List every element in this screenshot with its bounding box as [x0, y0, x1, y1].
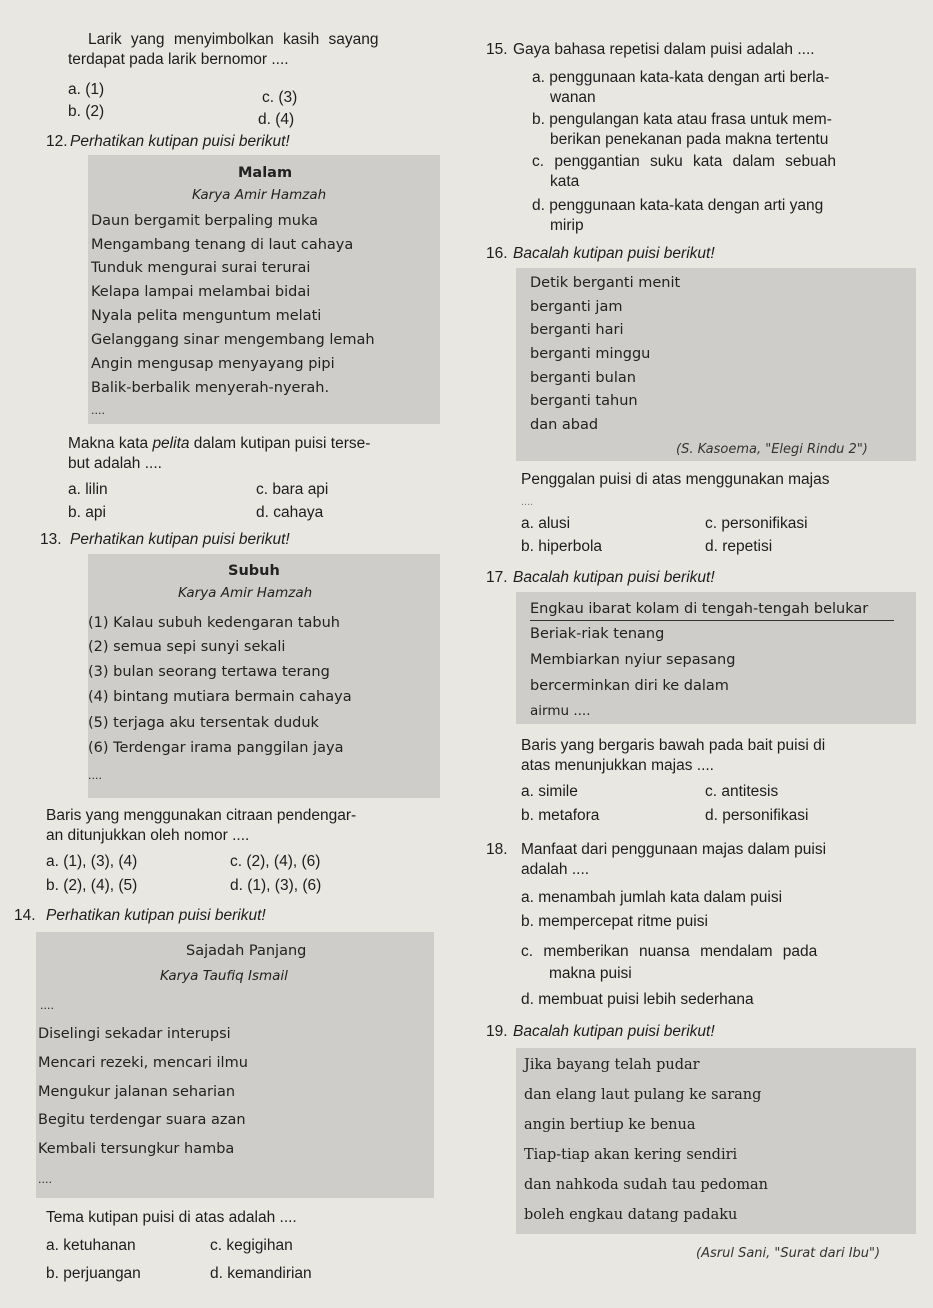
q15-option-d-line1[interactable]: d. penggunaan kata-kata dengan arti yang [532, 197, 824, 214]
q14-option-c[interactable]: c. kegigihan [210, 1237, 293, 1254]
q15-option-a-line1[interactable]: a. penggunaan kata-kata dengan arti berla- [532, 69, 830, 86]
q11-option-c[interactable]: c. (3) [262, 89, 298, 106]
poem-line: berganti minggu [530, 346, 651, 362]
q13-option-a[interactable]: a. (1), (3), (4) [46, 853, 138, 870]
q14-option-b[interactable]: b. perjuangan [46, 1265, 141, 1282]
poem-author: Karya Taufiq Ismail [160, 968, 288, 984]
q17-number: 17. [486, 569, 508, 586]
poem-line: (6) Terdengar irama panggilan jaya [88, 740, 344, 756]
q16-question: Penggalan puisi di atas menggunakan majas [521, 471, 830, 488]
poem-line: Mengukur jalanan seharian [38, 1084, 236, 1100]
q16-option-d[interactable]: d. repetisi [705, 538, 773, 555]
q13-question-line2: an ditunjukkan oleh nomor .... [46, 827, 250, 844]
poem-line: (2) semua sepi sunyi sekali [88, 639, 286, 655]
q16-poem-box [516, 268, 916, 461]
q17-poem-box [516, 592, 916, 724]
poem-line: airmu .... [530, 703, 591, 719]
poem-title: Malam [238, 165, 293, 181]
poem-line: Diselingi sekadar interupsi [38, 1026, 231, 1042]
q19-stem: Bacalah kutipan puisi berikut! [513, 1023, 715, 1040]
q12-stem: Perhatikan kutipan puisi berikut! [70, 133, 290, 150]
poem-line: angin bertiup ke benua [524, 1117, 696, 1133]
poem-ellipsis: .... [91, 404, 105, 417]
poem-ellipsis-top: .... [40, 999, 54, 1012]
q12-option-d[interactable]: d. cahaya [256, 504, 324, 521]
q12-question-line1: Makna kata pelita dalam kutipan puisi terse- [68, 435, 371, 452]
q12-option-c[interactable]: c. bara api [256, 481, 329, 498]
poem-line: Beriak-riak tenang [530, 626, 665, 642]
q16-option-a[interactable]: a. alusi [521, 515, 571, 532]
poem-line: Balik-berbalik menyerah-nyerah. [91, 380, 330, 396]
poem-line: Tiap-tiap akan kering sendiri [524, 1147, 738, 1163]
q18-option-c-line1[interactable]: c. memberikan nuansa mendalam pada [521, 943, 818, 960]
q18-option-d[interactable]: d. membuat puisi lebih sederhana [521, 991, 754, 1008]
q16-number: 16. [486, 245, 508, 262]
poem-line: (5) terjaga aku tersentak duduk [88, 715, 319, 731]
poem-line: berganti bulan [530, 370, 636, 386]
poem-line: Nyala pelita menguntum melati [91, 308, 322, 324]
q17-question-line1: Baris yang bergaris bawah pada bait puisi di [521, 737, 826, 754]
q15-option-a-line2: wanan [550, 89, 596, 106]
q13-option-c[interactable]: c. (2), (4), (6) [230, 853, 321, 870]
q17-stem: Bacalah kutipan puisi berikut! [513, 569, 715, 586]
poem-line: berganti tahun [530, 393, 638, 409]
q12-question-line2: but adalah .... [68, 455, 162, 472]
q11-stem-line1: Larik yang menyimbolkan kasih sayang [88, 31, 379, 48]
q16-citation: (S. Kasoema, "Elegi Rindu 2") [676, 442, 868, 457]
poem-line: Detik berganti menit [530, 275, 681, 291]
poem-author: Karya Amir Hamzah [178, 585, 313, 601]
poem-author: Karya Amir Hamzah [192, 187, 327, 203]
q15-option-b-line1[interactable]: b. pengulangan kata atau frasa untuk mem- [532, 111, 832, 128]
q12-option-a[interactable]: a. lilin [68, 481, 108, 498]
q15-option-c-line1[interactable]: c. penggantian suku kata dalam sebuah [532, 153, 837, 170]
q15-stem: Gaya bahasa repetisi dalam puisi adalah .... [513, 41, 815, 58]
q15-number: 15. [486, 41, 508, 58]
q12-number: 12. [46, 133, 68, 150]
q19-number: 19. [486, 1023, 508, 1040]
poem-line: Begitu terdengar suara azan [38, 1112, 246, 1128]
q17-option-d[interactable]: d. personifikasi [705, 807, 809, 824]
q11-stem-line2: terdapat pada larik bernomor .... [68, 51, 289, 68]
q13-option-d[interactable]: d. (1), (3), (6) [230, 877, 322, 894]
q16-option-b[interactable]: b. hiperbola [521, 538, 603, 555]
poem-line: berganti jam [530, 299, 623, 315]
q13-stem: Perhatikan kutipan puisi berikut! [70, 531, 290, 548]
poem-title: Subuh [228, 563, 280, 579]
q12-poem-box [88, 155, 440, 424]
poem-line: berganti hari [530, 322, 624, 338]
poem-line: (4) bintang mutiara bermain cahaya [88, 689, 352, 705]
q17-question-line2: atas menunjukkan majas .... [521, 757, 714, 774]
poem-line: Kelapa lampai melambai bidai [91, 284, 311, 300]
q18-stem-line2: adalah .... [521, 861, 590, 878]
poem-line: dan nahkoda sudah tau pedoman [524, 1177, 768, 1193]
poem-line: Daun bergamit berpaling muka [91, 213, 318, 229]
poem-line-underlined: Engkau ibarat kolam di tengah-tengah belukar [530, 601, 869, 617]
q15-option-d-line2: mirip [550, 217, 584, 234]
underline [530, 620, 894, 621]
poem-ellipsis: .... [38, 1173, 52, 1186]
poem-line: (3) bulan seorang tertawa terang [88, 664, 330, 680]
q17-option-c[interactable]: c. antitesis [705, 783, 779, 800]
q18-option-c-line2: makna puisi [549, 965, 632, 982]
poem-line: Mencari rezeki, mencari ilmu [38, 1055, 248, 1071]
q11-option-b[interactable]: b. (2) [68, 103, 105, 120]
q13-question-line1: Baris yang menggunakan citraan pendengar- [46, 807, 357, 824]
q14-option-d[interactable]: d. kemandirian [210, 1265, 312, 1282]
q17-option-a[interactable]: a. simile [521, 783, 578, 800]
q17-option-b[interactable]: b. metafora [521, 807, 600, 824]
poem-line: bercerminkan diri ke dalam [530, 678, 729, 694]
q18-number: 18. [486, 841, 508, 858]
q14-poem-box [36, 932, 434, 1198]
q19-poem-box [516, 1048, 916, 1234]
q13-option-b[interactable]: b. (2), (4), (5) [46, 877, 138, 894]
q12-option-b[interactable]: b. api [68, 504, 106, 521]
q19-citation: (Asrul Sani, "Surat dari Ibu") [696, 1246, 881, 1261]
poem-line: Angin mengusap menyayang pipi [91, 356, 335, 372]
q15-option-b-line2: berikan penekanan pada makna tertentu [550, 131, 829, 148]
poem-line: dan elang laut pulang ke sarang [524, 1087, 762, 1103]
poem-ellipsis: .... [88, 769, 102, 782]
q14-number: 14. [14, 907, 36, 924]
poem-title: Sajadah Panjang [186, 943, 307, 959]
poem-line: boleh engkau datang padaku [524, 1207, 738, 1223]
q16-stem: Bacalah kutipan puisi berikut! [513, 245, 715, 262]
poem-line: Kembali tersungkur hamba [38, 1141, 235, 1157]
q18-option-a[interactable]: a. menambah jumlah kata dalam puisi [521, 889, 783, 906]
poem-line: Gelanggang sinar mengembang lemah [91, 332, 375, 348]
poem-line: (1) Kalau subuh kedengaran tabuh [88, 615, 340, 631]
q11-option-a[interactable]: a. (1) [68, 81, 105, 98]
q15-option-c-line2: kata [550, 173, 580, 190]
poem-line: Jika bayang telah pudar [524, 1057, 700, 1073]
q14-stem: Perhatikan kutipan puisi berikut! [46, 907, 266, 924]
q16-ellipsis: .... [521, 496, 534, 508]
poem-line: Membiarkan nyiur sepasang [530, 652, 736, 668]
q18-option-b[interactable]: b. mempercepat ritme puisi [521, 913, 708, 930]
q11-option-d[interactable]: d. (4) [258, 111, 295, 128]
q14-option-a[interactable]: a. ketuhanan [46, 1237, 136, 1254]
q13-poem-box [88, 554, 440, 798]
q13-number: 13. [40, 531, 62, 548]
poem-line: dan abad [530, 417, 599, 433]
q18-stem-line1: Manfaat dari penggunaan majas dalam puisi [521, 841, 827, 858]
poem-line: Tunduk mengurai surai terurai [91, 260, 311, 276]
q14-question: Tema kutipan puisi di atas adalah .... [46, 1209, 297, 1226]
poem-line: Mengambang tenang di laut cahaya [91, 237, 354, 253]
q16-option-c[interactable]: c. personifikasi [705, 515, 808, 532]
